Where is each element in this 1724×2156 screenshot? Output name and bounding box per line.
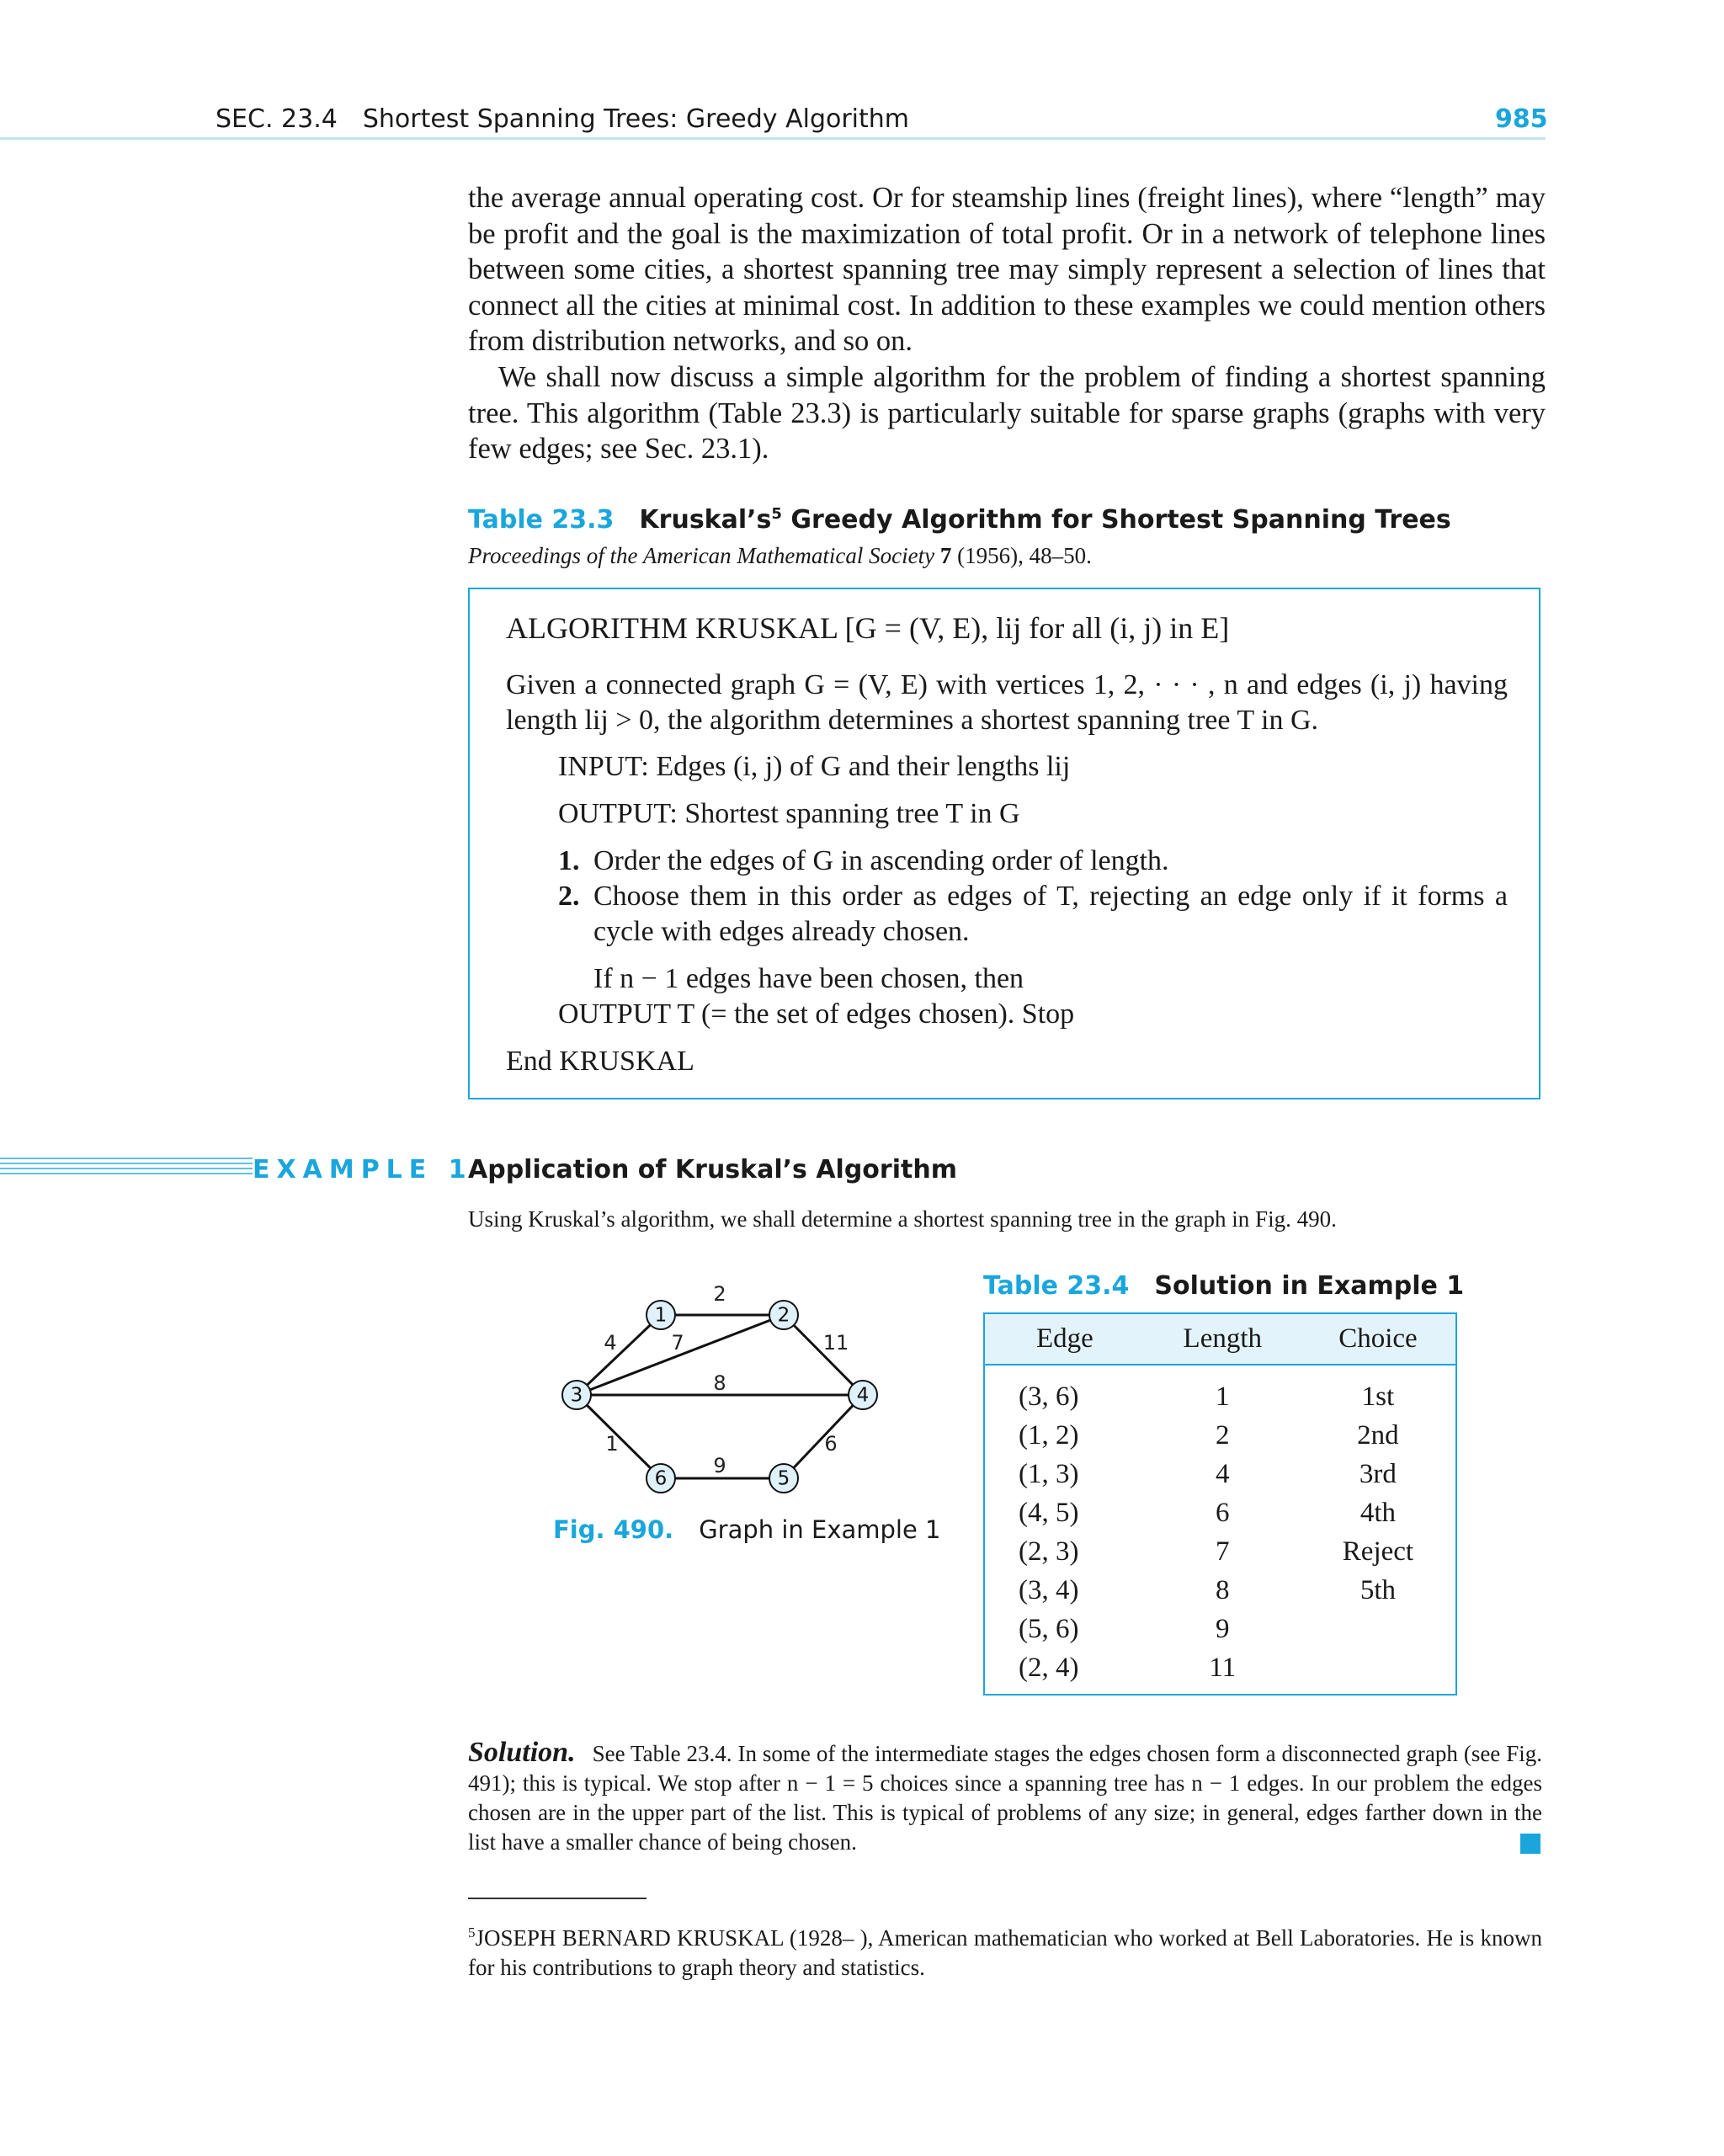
footnote-mark: 5 bbox=[771, 505, 782, 523]
table-23-4-title: Solution in Example 1 bbox=[1154, 1271, 1465, 1301]
column-header: Length bbox=[1145, 1313, 1301, 1365]
table-row bbox=[984, 1365, 1456, 1416]
algorithm-step bbox=[558, 844, 1169, 879]
algorithm-input: INPUT: Edges (i, j) of G and their lengths lij bbox=[558, 751, 1071, 782]
running-header bbox=[216, 104, 909, 134]
example-label: EXAMPLE 1 bbox=[253, 1155, 478, 1184]
edge-length-label: 7 bbox=[671, 1331, 684, 1355]
graph-node-label: 6 bbox=[654, 1467, 668, 1490]
column-header: Choice bbox=[1301, 1313, 1456, 1365]
table-row bbox=[984, 1532, 1456, 1571]
edge-length-label: 8 bbox=[713, 1371, 726, 1395]
header-rule bbox=[0, 137, 1546, 140]
solution-paragraph bbox=[468, 1738, 1542, 1857]
cell-edge: (1, 3) bbox=[1019, 1458, 1079, 1489]
algorithm-step bbox=[558, 879, 1508, 950]
header-title: Shortest Spanning Trees: Greedy Algorithm bbox=[362, 104, 910, 134]
graph-node-label: 1 bbox=[654, 1304, 668, 1327]
graph-figure bbox=[551, 1280, 905, 1499]
cell-length: 11 bbox=[1209, 1652, 1237, 1683]
cell-edge: (5, 6) bbox=[1019, 1613, 1079, 1644]
algorithm-description: Given a connected graph G = (V, E) with vertices 1, 2, · · · , n and edges (i, j) having length lij > 0, the algorithm determines a shortest spanning tree T in G. bbox=[506, 669, 1508, 736]
figure-caption bbox=[553, 1515, 941, 1544]
graph-node-label: 3 bbox=[570, 1384, 583, 1407]
cell-choice bbox=[1301, 1648, 1456, 1695]
figure-text: Graph in Example 1 bbox=[699, 1515, 941, 1544]
graph-node-label: 4 bbox=[856, 1384, 870, 1407]
edge-length-label: 1 bbox=[605, 1432, 619, 1456]
step-text: Order the edges of G in ascending order of length. bbox=[593, 845, 1169, 876]
cell-choice: 5th bbox=[1360, 1574, 1397, 1605]
cell-length: 7 bbox=[1216, 1536, 1230, 1567]
cell-length: 6 bbox=[1216, 1497, 1230, 1528]
table-row bbox=[984, 1493, 1456, 1532]
algorithm-box bbox=[468, 588, 1540, 1099]
cell-choice bbox=[1301, 1610, 1456, 1648]
table-row bbox=[984, 1455, 1456, 1493]
graph-edge-4-5 bbox=[784, 1395, 863, 1478]
table-23-4-label: Table 23.4 bbox=[983, 1271, 1130, 1301]
step-text: Choose them in this order as edges of T, rejecting an edge only if it forms a cycle with edges already chosen. bbox=[593, 881, 1508, 947]
graph-node-label: 5 bbox=[777, 1467, 790, 1490]
example-intro: Using Kruskal’s algorithm, we shall determine a shortest spanning tree in the graph in Fig. 490. bbox=[468, 1206, 1337, 1232]
cell-edge: (2, 4) bbox=[1019, 1652, 1079, 1683]
edge-length-label: 11 bbox=[822, 1331, 849, 1355]
table-row bbox=[984, 1610, 1456, 1648]
cell-length: 8 bbox=[1216, 1574, 1230, 1605]
table-23-3-caption bbox=[468, 505, 1451, 535]
footnote-number: 5 bbox=[468, 1924, 476, 1940]
end-of-example-square-icon bbox=[1520, 1834, 1540, 1854]
footnote bbox=[468, 1918, 1542, 1983]
footnote-text: JOSEPH BERNARD KRUSKAL (1928– ), American mathematician who worked at Bell Laboratories. He is known for his contributions to graph theory and statistics. bbox=[468, 1925, 1542, 1980]
cell-choice: 2nd bbox=[1357, 1419, 1399, 1451]
source-volume: 7 bbox=[939, 543, 952, 568]
table-23-3-title-rest: Greedy Algorithm for Shortest Spanning Trees bbox=[781, 505, 1451, 535]
edge-length-label: 2 bbox=[713, 1282, 726, 1306]
algorithm-title: ALGORITHM KRUSKAL [G = (V, E), lij for all (i, j) in E] bbox=[506, 611, 1230, 645]
source-rest: (1956), 48–50. bbox=[951, 543, 1092, 568]
column-header: Edge bbox=[984, 1313, 1145, 1365]
algorithm-final-output: OUTPUT T (= the set of edges chosen). Stop bbox=[558, 998, 1075, 1030]
cell-length: 2 bbox=[1216, 1419, 1230, 1451]
example-title: Application of Kruskal’s Algorithm bbox=[468, 1155, 957, 1184]
table-row bbox=[984, 1571, 1456, 1610]
edge-length-label: 4 bbox=[604, 1331, 617, 1355]
graph-node-label: 2 bbox=[777, 1304, 790, 1327]
step-number: 1. bbox=[558, 845, 580, 876]
edge-length-label: 6 bbox=[824, 1432, 838, 1456]
cell-length: 9 bbox=[1216, 1613, 1230, 1644]
cell-edge: (3, 6) bbox=[1019, 1381, 1079, 1412]
cell-choice: 1st bbox=[1361, 1381, 1395, 1412]
graph-edge-2-4 bbox=[784, 1315, 863, 1395]
solution-table bbox=[983, 1312, 1457, 1696]
graph-edge-3-6 bbox=[577, 1395, 661, 1478]
graph-edge-2-3 bbox=[577, 1315, 784, 1395]
table-row bbox=[984, 1648, 1456, 1695]
table-23-3-source bbox=[468, 543, 1092, 569]
figure-label: Fig. 490. bbox=[553, 1515, 674, 1544]
table-23-3-title-name: Kruskal’s bbox=[639, 505, 772, 535]
footnote-rule bbox=[468, 1898, 646, 1899]
table-23-4-caption bbox=[983, 1271, 1464, 1301]
step-number: 2. bbox=[558, 881, 580, 912]
body-paragraph: the average annual operating cost. Or for steamship lines (freight lines), where “length” may be profit and the goal is the maximization of total profit. Or in a network of telephone lines between some cities, a shortest spanning tree may simply represent a selection of lines that connect all the cities at minimal cost. In addition to these examples we could mention others from distribution networks, and so on. bbox=[468, 182, 1546, 357]
page-number: 985 bbox=[1495, 104, 1548, 134]
cell-edge: (2, 3) bbox=[1019, 1536, 1079, 1567]
edge-length-label: 9 bbox=[713, 1454, 726, 1477]
table-row bbox=[984, 1416, 1456, 1455]
header-section: SEC. 23.4 bbox=[216, 104, 338, 134]
cell-choice: 4th bbox=[1360, 1497, 1397, 1528]
algorithm-output: OUTPUT: Shortest spanning tree T in G bbox=[558, 798, 1020, 829]
cell-edge: (3, 4) bbox=[1019, 1574, 1079, 1605]
cell-choice: Reject bbox=[1342, 1536, 1414, 1567]
cell-length: 4 bbox=[1216, 1458, 1230, 1489]
cell-edge: (1, 2) bbox=[1019, 1419, 1079, 1451]
cell-edge: (4, 5) bbox=[1019, 1497, 1079, 1528]
algorithm-condition: If n − 1 edges have been chosen, then bbox=[593, 963, 1024, 994]
solution-lead: Solution. bbox=[468, 1737, 576, 1768]
algorithm-end: End KRUSKAL bbox=[506, 1046, 694, 1077]
cell-choice: 3rd bbox=[1359, 1458, 1397, 1489]
body-paragraph: We shall now discuss a simple algorithm for the problem of finding a shortest spanning tree. This algorithm (Table 23.3) is particularly suitable for sparse graphs (graphs with very few edges; see Sec. 23.1). bbox=[468, 361, 1546, 465]
solution-text: See Table 23.4. In some of the intermediate stages the edges chosen form a disconnected graph (see Fig. 491); this is typical. We stop after n − 1 = 5 choices since a spanning tree has n − 1 edges. In our problem the edges chosen are in the upper part of the list. This is typical of problems of any size; in general, edges farther down in the list have a smaller chance of being chosen. bbox=[468, 1741, 1542, 1855]
table-header-row bbox=[984, 1313, 1456, 1365]
graph-edge-1-3 bbox=[577, 1315, 661, 1395]
source-journal: Proceedings of the American Mathematical Society bbox=[468, 543, 935, 568]
cell-length: 1 bbox=[1216, 1381, 1230, 1412]
table-23-3-label: Table 23.3 bbox=[468, 505, 615, 535]
